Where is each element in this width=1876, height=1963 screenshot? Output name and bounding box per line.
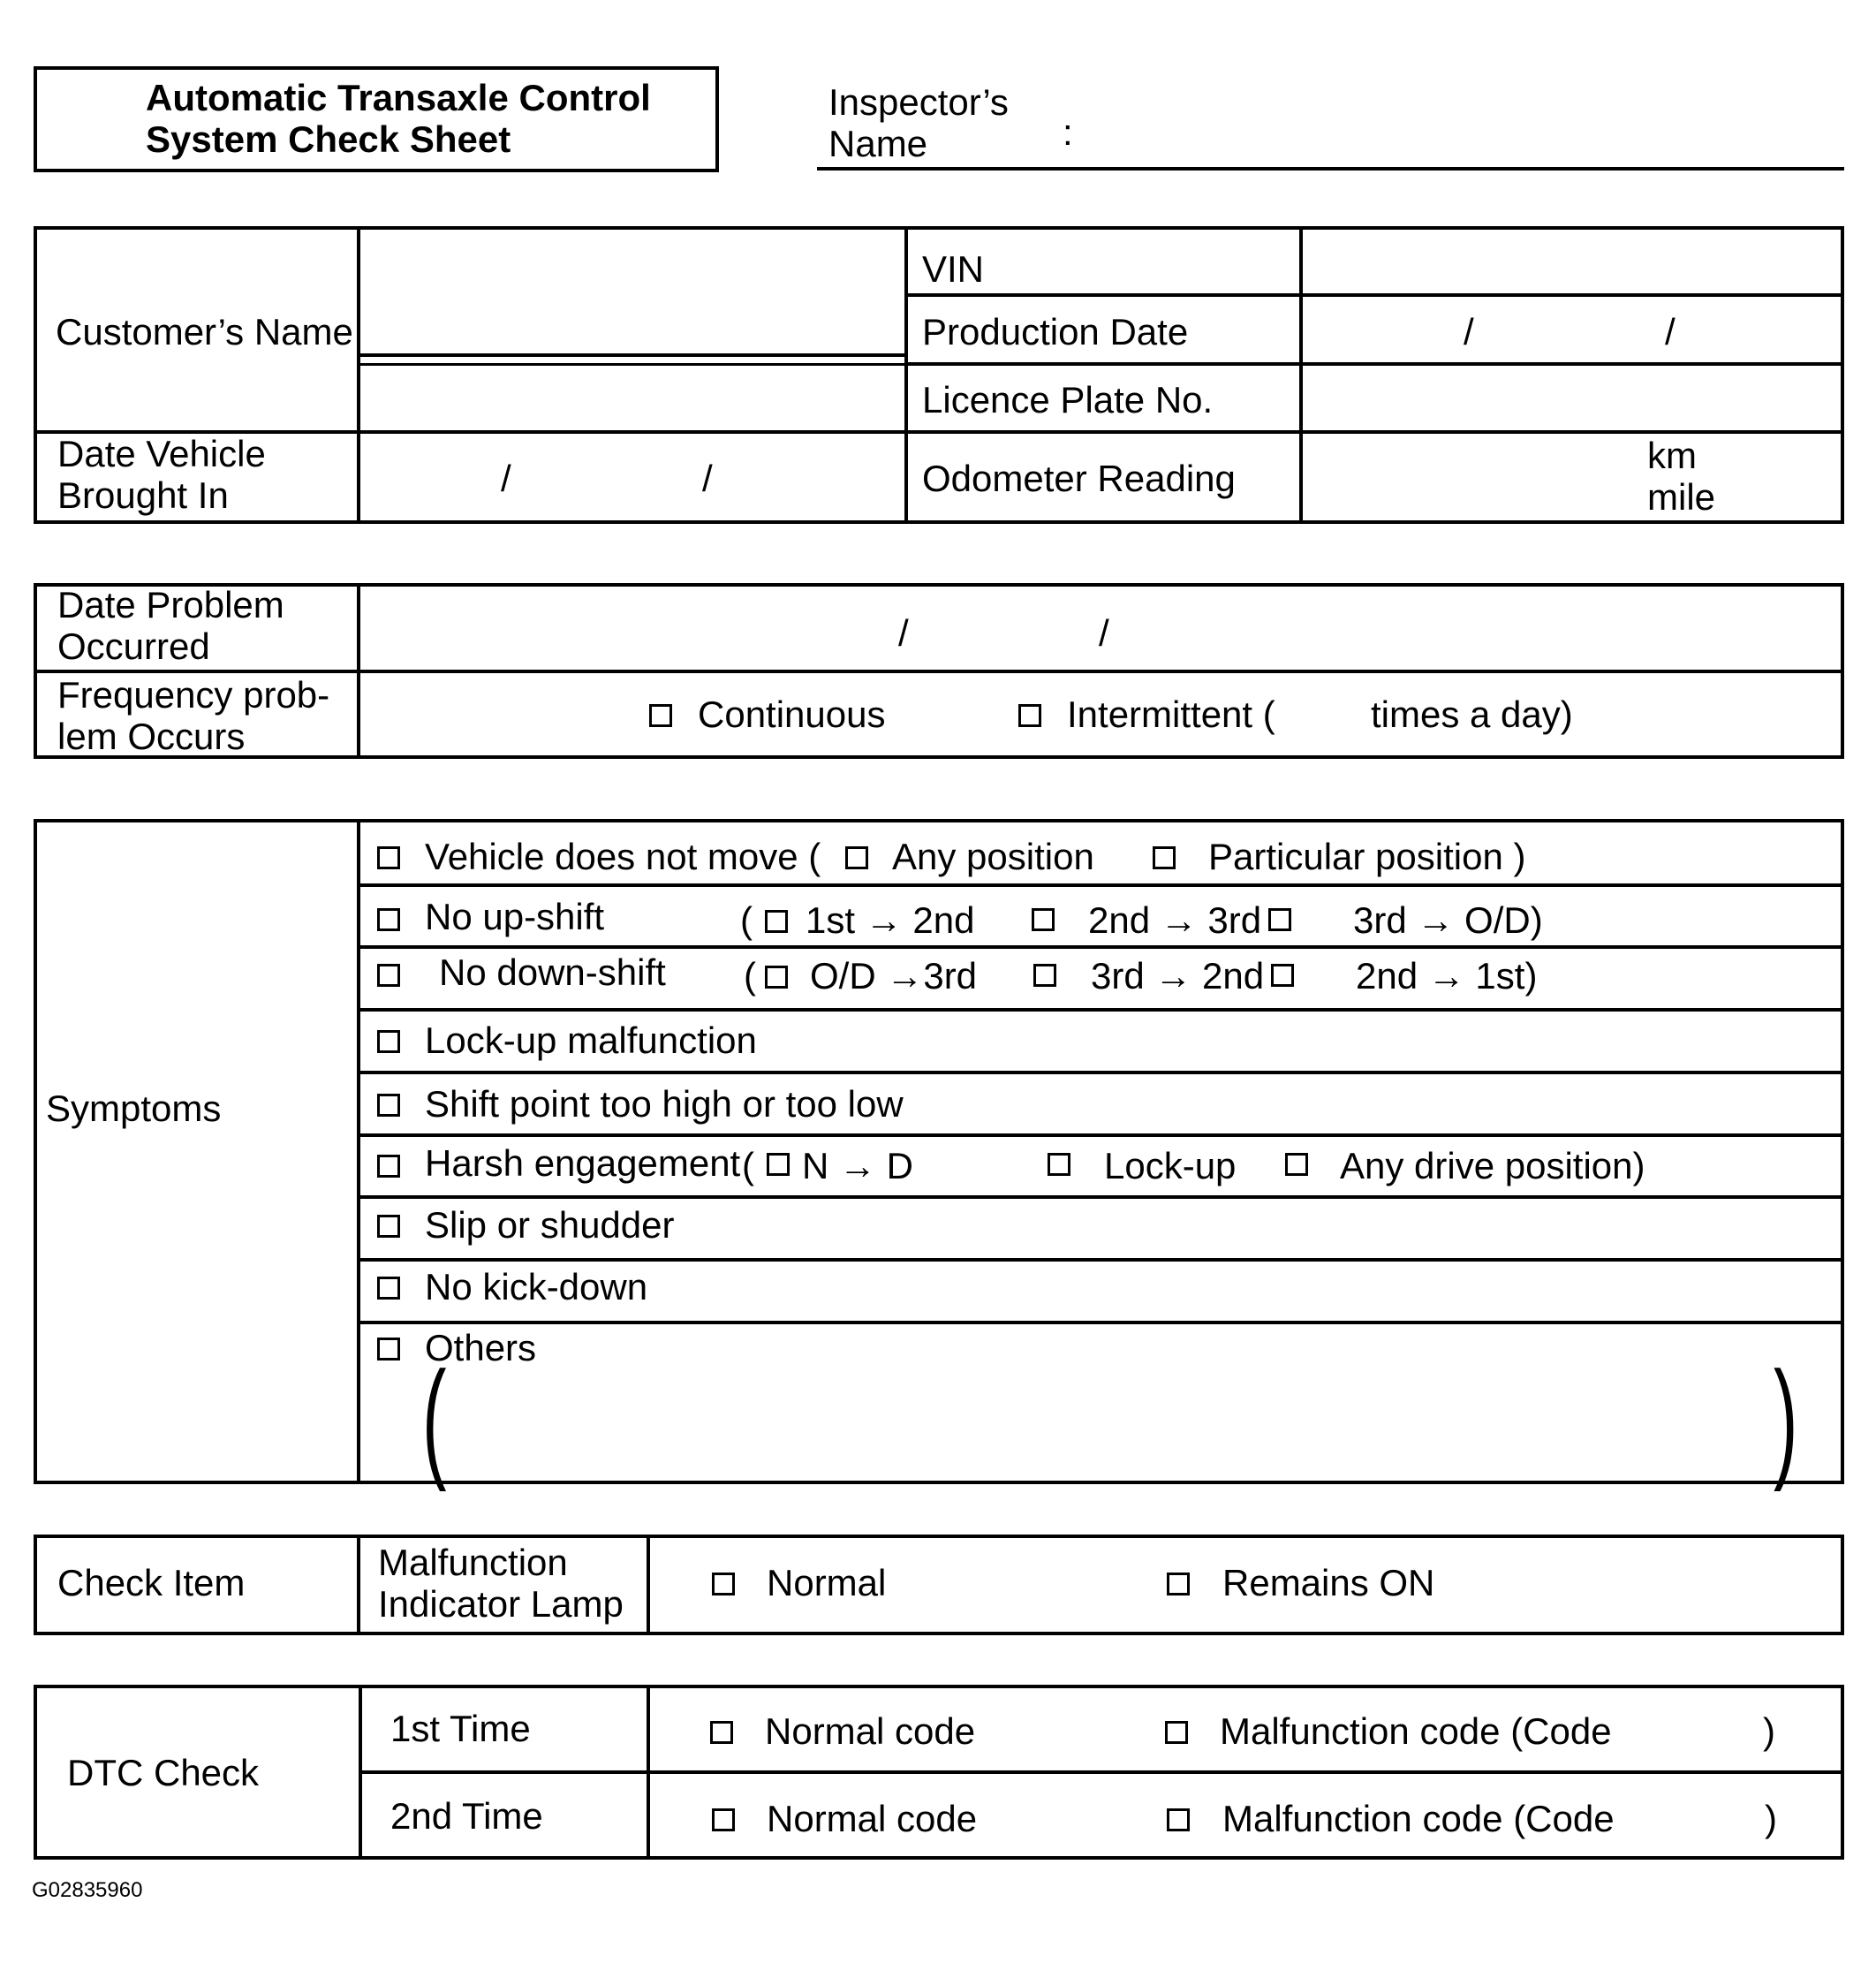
title-line1: Automatic Transaxle Control (146, 77, 651, 118)
date-brought-in-label-line2: Brought In (57, 474, 229, 516)
lock-up-malfunction-label: Lock-up malfunction (425, 1019, 757, 1061)
others-field[interactable] (468, 1369, 1766, 1475)
problem-row-divider (34, 670, 1844, 673)
inspector-label-line2: Name (828, 123, 928, 164)
symptoms-row-divider-1 (357, 883, 1844, 887)
harsh-any-drive-label: Any drive position) (1340, 1145, 1645, 1186)
odometer-label: Odometer Reading (922, 458, 1236, 499)
inspector-name-field[interactable] (817, 167, 1844, 171)
symptoms-row-divider-5 (357, 1133, 1844, 1137)
mil-label-line1: Malfunction (378, 1542, 568, 1583)
inspector-colon: : (1063, 111, 1073, 153)
harsh-any-drive-checkbox[interactable] (1285, 1153, 1308, 1176)
down-3rd-2nd-checkbox[interactable] (1033, 964, 1056, 987)
check-item-col-divider-1 (357, 1535, 360, 1635)
no-down-shift-open-paren: ( (744, 955, 756, 997)
no-down-shift-checkbox[interactable] (377, 964, 400, 987)
harsh-engagement-label: Harsh engagement (425, 1142, 741, 1184)
licence-plate-field[interactable] (1306, 369, 1841, 427)
odometer-unit-mile: mile (1647, 476, 1716, 518)
particular-position-label: Particular position ) (1208, 836, 1526, 877)
up-1st-2nd-label: 1st → 2nd (806, 899, 975, 941)
check-item-col-divider-2 (647, 1535, 650, 1635)
no-down-shift-label: No down-shift (439, 951, 666, 993)
particular-position-checkbox[interactable] (1153, 846, 1176, 869)
date-problem-label-line2: Occurred (57, 625, 210, 667)
down-od-3rd-checkbox[interactable] (765, 966, 788, 989)
symptoms-row-divider-7 (357, 1258, 1844, 1262)
check-item-label: Check Item (57, 1562, 246, 1603)
production-date-slash-1: / (1464, 311, 1474, 352)
no-up-shift-open-paren: ( (740, 899, 753, 941)
up-2nd-3rd-label: 2nd → 3rd (1088, 899, 1262, 941)
dtc2-normal-label: Normal code (767, 1798, 978, 1839)
mil-normal-checkbox[interactable] (712, 1573, 735, 1595)
dtc1-malfunction-checkbox[interactable] (1165, 1721, 1188, 1744)
symptoms-row-divider-8 (357, 1321, 1844, 1324)
down-3rd-2nd-label: 3rd → 2nd (1091, 955, 1265, 997)
symptoms-row-divider-4 (357, 1071, 1844, 1074)
dtc2-close-paren: ) (1765, 1798, 1777, 1839)
others-label: Others (425, 1327, 537, 1368)
times-a-day-label: times a day) (1371, 693, 1573, 735)
mil-remains-on-label: Remains ON (1222, 1562, 1435, 1603)
shift-point-label: Shift point too high or too low (425, 1083, 904, 1125)
no-up-shift-label: No up-shift (425, 896, 605, 937)
production-date-slash-2: / (1665, 311, 1676, 352)
any-position-checkbox[interactable] (845, 846, 868, 869)
harsh-n-d-label: N → D (802, 1145, 913, 1186)
down-2nd-1st-checkbox[interactable] (1271, 964, 1294, 987)
dtc-second-time-label: 2nd Time (390, 1795, 543, 1837)
up-3rd-od-checkbox[interactable] (1268, 908, 1291, 931)
down-2nd-1st-label: 2nd → 1st) (1356, 955, 1538, 997)
figure-id: G02835960 (32, 1878, 143, 1902)
date-brought-in-label-line1: Date Vehicle (57, 433, 266, 474)
up-1st-2nd-checkbox[interactable] (765, 910, 788, 933)
dtc2-malfunction-label: Malfunction code (Code (1222, 1798, 1615, 1839)
frequency-label-line1: Frequency prob- (57, 674, 330, 716)
customer-name-field-2[interactable] (364, 369, 901, 427)
date-problem-label-line1: Date Problem (57, 584, 284, 625)
vehicle-does-not-move-label: Vehicle does not move ( (425, 836, 821, 877)
licence-plate-label: Licence Plate No. (922, 379, 1214, 421)
mil-label-line2: Indicator Lamp (378, 1583, 624, 1625)
vin-row-bottom (904, 293, 1844, 297)
customer-name-line-b (357, 363, 906, 366)
intermittent-checkbox[interactable] (1018, 704, 1041, 727)
slip-shudder-checkbox[interactable] (377, 1215, 400, 1238)
symptoms-row-divider-6 (357, 1195, 1844, 1199)
others-checkbox[interactable] (377, 1338, 400, 1360)
dtc1-malfunction-label: Malfunction code (Code (1220, 1710, 1612, 1752)
vin-label: VIN (922, 248, 985, 290)
slip-shudder-label: Slip or shudder (425, 1204, 675, 1246)
intermittent-label: Intermittent ( (1067, 693, 1275, 735)
others-paren-open: ( (422, 1344, 447, 1492)
symptoms-label: Symptoms (46, 1088, 222, 1129)
vehicle-does-not-move-checkbox[interactable] (377, 846, 400, 869)
harsh-engagement-open-paren: ( (742, 1145, 754, 1186)
vin-field[interactable] (1306, 233, 1841, 290)
shift-point-checkbox[interactable] (377, 1094, 400, 1117)
harsh-engagement-checkbox[interactable] (377, 1155, 400, 1178)
dtc1-close-paren: ) (1763, 1710, 1775, 1752)
symptoms-row-divider-2 (357, 945, 1844, 949)
dtc-check-label: DTC Check (67, 1752, 260, 1793)
others-paren-close: ) (1774, 1344, 1798, 1492)
inspector-label-line1: Inspector’s (828, 81, 1009, 123)
frequency-label-line2: lem Occurs (57, 716, 246, 757)
vehicle-col-divider-2 (904, 226, 908, 524)
up-2nd-3rd-checkbox[interactable] (1032, 908, 1055, 931)
dtc2-normal-checkbox[interactable] (712, 1808, 735, 1831)
up-3rd-od-label: 3rd → O/D) (1353, 899, 1543, 941)
symptoms-col-divider (357, 819, 360, 1484)
harsh-lock-up-label: Lock-up (1104, 1145, 1237, 1186)
customer-name-field[interactable] (364, 233, 901, 350)
production-row-bottom (904, 362, 1844, 366)
down-od-3rd-label: O/D →3rd (810, 955, 978, 997)
any-position-label: Any position (892, 836, 1094, 877)
date-problem-slash-1: / (898, 612, 909, 654)
customer-name-line-a (357, 353, 906, 357)
no-up-shift-checkbox[interactable] (377, 908, 400, 931)
mil-normal-label: Normal (767, 1562, 887, 1603)
date-problem-slash-2: / (1099, 612, 1109, 654)
odometer-unit-km: km (1647, 435, 1697, 476)
vehicle-col-divider-3 (1299, 226, 1303, 524)
dtc2-malfunction-checkbox[interactable] (1167, 1808, 1190, 1831)
dtc1-normal-checkbox[interactable] (710, 1721, 733, 1744)
check-item-table (34, 1535, 1844, 1635)
continuous-checkbox[interactable] (649, 704, 672, 727)
no-kick-down-label: No kick-down (425, 1266, 648, 1307)
customer-section-bottom (34, 430, 1844, 434)
dtc-first-time-label: 1st Time (390, 1708, 531, 1749)
harsh-lock-up-checkbox[interactable] (1048, 1153, 1070, 1176)
lock-up-malfunction-checkbox[interactable] (377, 1030, 400, 1053)
title-line2: System Check Sheet (146, 118, 511, 160)
harsh-n-d-checkbox[interactable] (767, 1153, 790, 1176)
continuous-label: Continuous (698, 693, 886, 735)
no-kick-down-checkbox[interactable] (377, 1277, 400, 1300)
production-date-label: Production Date (922, 311, 1189, 352)
dtc1-normal-label: Normal code (765, 1710, 976, 1752)
dtc-row-divider (359, 1770, 1844, 1774)
mil-remains-on-checkbox[interactable] (1167, 1573, 1190, 1595)
date-brought-in-slash-2: / (702, 458, 713, 499)
date-brought-in-slash-1: / (501, 458, 511, 499)
symptoms-row-divider-3 (357, 1008, 1844, 1012)
vehicle-col-divider-1 (357, 226, 360, 524)
customer-name-label: Customer’s Name (56, 311, 353, 352)
